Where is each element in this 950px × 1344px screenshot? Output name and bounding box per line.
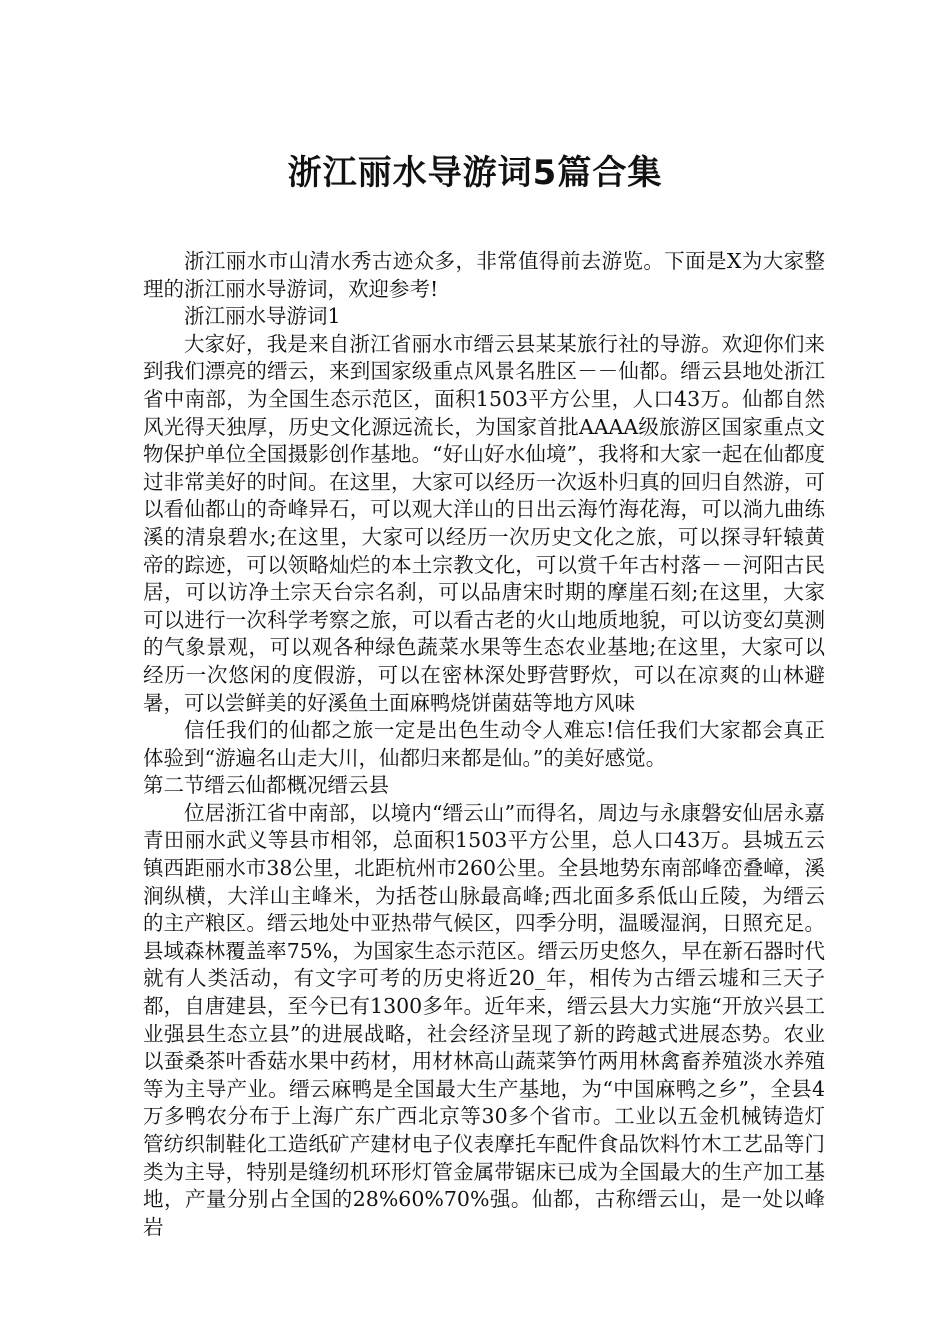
intro-paragraph: 浙江丽水市山清水秀古迹众多，非常值得前去游览。下面是X为大家整理的浙江丽水导游词，欢迎参考! <box>143 249 825 301</box>
document-title: 浙江丽水导游词5篇合集 <box>287 152 663 193</box>
paragraph-welcome: 大家好，我是来自浙江省丽水市缙云县某某旅行社的导游。欢迎你们来到我们漂亮的缙云，来到国家级重点风景名胜区－－仙都。缙云县地处浙江省中南部，为全国生态示范区，面积1503平方公里，人口43万。仙都自然风光得天独厚，历史文化源远流长，为国家首批AAAA级旅游区国家重点文物保护单位全国摄影创作基地。“好山好水仙境”，我将和大家一起在仙都度过非常美好的时间。在这里，大家可以经历一次返朴归真的回归自然游，可以看仙都山的奇峰异石，可以观大洋山的日出云海竹海花海，可以淌九曲练溪的清泉碧水;在这里，大家可以经历一次历史文化之旅，可以探寻轩辕黄帝的踪迹，可以领略灿烂的本土宗教文化，可以赏千年古村落－－河阳古民居，可以访净土宗天台宗名刹，可以品唐宋时期的摩崖石刻;在这里，大家可以进行一次科学考察之旅，可以看古老的火山地质地貌，可以访变幻莫测的气象景观，可以观各种绿色蔬菜水果等生态农业基地;在这里，大家可以经历一次悠闲的度假游，可以在密林深处野营野炊，可以在凉爽的山林避暑，可以尝鲜美的好溪鱼土面麻鸭烧饼菌菇等地方风味 <box>143 331 825 715</box>
document-body <box>143 248 825 1241</box>
section-heading-1: 浙江丽水导游词1 <box>184 304 341 329</box>
paragraph-trust: 信任我们的仙都之旅一定是出色生动令人难忘!信任我们大家都会真正体验到“游遍名山走大川，仙都归来都是仙。”的美好感觉。 <box>143 718 825 770</box>
section-heading-2: 第二节缙云仙都概况缙云县 <box>143 773 389 798</box>
paragraph-overview: 位居浙江省中南部，以境内“缙云山”而得名，周边与永康磐安仙居永嘉青田丽水武义等县市相邻，总面积1503平方公里，总人口43万。县城五云镇西距丽水市38公里，北距杭州市260公里。全县地势东南部峰峦叠嶂，溪涧纵横，大洋山主峰米，为括苍山脉最高峰;西北面多系低山丘陵，为缙云的主产粮区。缙云地处中亚热带气候区，四季分明，温暖湿润，日照充足。县域森林覆盖率75%，为国家生态示范区。缙云历史悠久，早在新石器时代就有人类活动，有文字可考的历史将近20_年，相传为古缙云墟和三天子都，自唐建县，至今已有1300多年。近年来，缙云县大力实施“开放兴县工业强县生态立县”的进展战略，社会经济呈现了新的跨越式进展态势。农业以蚕桑茶叶香菇水果中药材，用材林高山蔬菜笋竹两用林禽畜养殖淡水养殖等为主导产业。缙云麻鸭是全国最大生产基地，为“中国麻鸭之乡”，全县4万多鸭农分布于上海广东广西北京等30多个省市。工业以五金机械铸造灯管纺织制鞋化工造纸矿产建材电子仪表摩托车配件食品饮料竹木工艺品等门类为主导，特别是缝纫机环形灯管金属带锯床已成为全国最大的生产加工基地，产量分别占全国的28%60%70%强。仙都，古称缙云山，是一处以峰岩 <box>143 800 825 1239</box>
